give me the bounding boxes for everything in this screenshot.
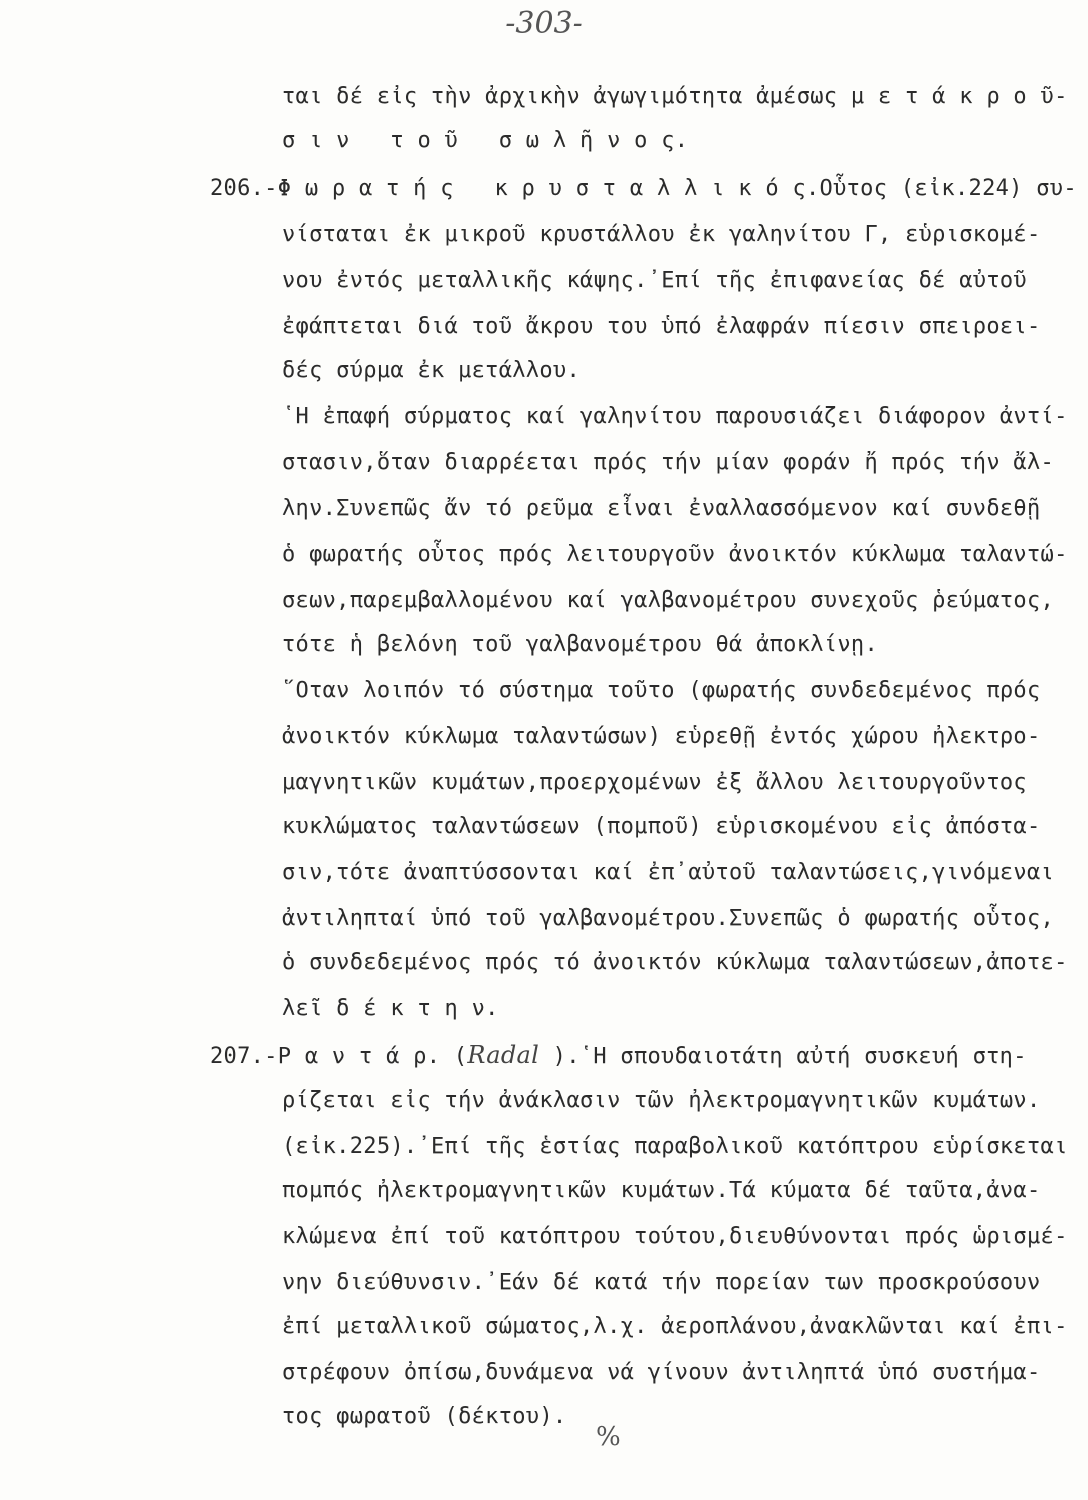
text-line: κυκλώματος ταλαντώσεων (πομποῦ) εὑρισκομένου εἰς ἀπόστα- xyxy=(282,814,1041,839)
text-line: τος φωρατοῦ (δέκτου). xyxy=(282,1404,567,1429)
text-line: ἐφάπτεται διά τοῦ ἄκρου του ὑπό ἐλαφράν πίεσιν σπειροει- xyxy=(282,314,1041,339)
text-line: στρέφουν ὀπίσω,δυνάμενα νά γίνουν ἀντιληπτά ὑπό συστήμα- xyxy=(282,1360,1041,1385)
text-line: δές σύρμα ἐκ μετάλλου. xyxy=(282,358,580,383)
section-207-heading xyxy=(210,1040,1027,1072)
text-line: ῾Η ἐπαφή σύρματος καί γαληνίτου παρουσιάζει διάφορον ἀντί- xyxy=(282,404,1068,429)
text-line: σιν,τότε ἀναπτύσσονται καί ἐπ᾽αὐτοῦ ταλαντώσεις,γινόμεναι xyxy=(282,860,1055,885)
text-line: νίσταται ἐκ μικροῦ κρυστάλλου ἐκ γαληνίτου Γ, εὑρισκομέ- xyxy=(282,222,1041,247)
text-line: ται δέ εἰς τὴν ἀρχικὴν ἀγωγιμότητα ἀμέσως μ ε τ ά κ ρ ο ῦ- xyxy=(282,84,1068,109)
text-line: ὁ συνδεδεμένος πρός τό ἀνοικτόν κύκλωμα ταλαντώσεων,ἀποτε- xyxy=(282,950,1068,975)
text-line: ἀνοικτόν κύκλωμα ταλαντώσων) εὑρεθῇ ἐντός χώρου ἠλεκτρο- xyxy=(282,724,1041,749)
text-line: κλώμενα ἐπί τοῦ κατόπτρου τούτου,διευθύνονται πρός ὡρισμέ- xyxy=(282,1224,1068,1249)
bottom-mark: % xyxy=(596,1422,621,1452)
text-line: ῞Οταν λοιπόν τό σύστημα τοῦτο (φωρατής συνδεδεμένος πρός xyxy=(282,678,1041,703)
text-line: σ ι ν τ ο ῦ σ ω λ ῆ ν ο ς. xyxy=(282,128,689,153)
text-line: ὁ φωρατής οὗτος πρός λειτουργοῦν ἀνοικτόν κύκλωμα ταλαντώ- xyxy=(282,542,1068,567)
text-segment: ).῾Η σπουδαιοτάτη αὐτή συσκευή στη- xyxy=(539,1044,1027,1069)
text-line: σεων,παρεμβαλλομένου καί γαλβανομέτρου συνεχοῦς ῥεύματος, xyxy=(282,588,1055,613)
text-line: νην διεύθυνσιν.᾽Εάν δέ κατά τήν πορείαν των προσκρούσουν xyxy=(282,1270,1041,1295)
text-line: ρίζεται εἰς τήν ἀνάκλασιν τῶν ἠλεκτρομαγνητικῶν κυμάτων. xyxy=(282,1088,1041,1113)
text-line: λην.Συνεπῶς ἄν τό ρεῦμα εἶναι ἐναλλασσόμενον καί συνδεθῇ xyxy=(282,496,1041,521)
text-line: μαγνητικῶν κυμάτων,προερχομένων ἐξ ἄλλου λειτουργοῦντος xyxy=(282,770,1027,795)
text-line: τότε ἡ βελόνη τοῦ γαλβανομέτρου θά ἀποκλίνῃ. xyxy=(282,632,878,657)
text-line: νου ἐντός μεταλλικῆς κάψης.᾽Επί τῆς ἐπιφανείας δέ αὐτοῦ xyxy=(282,268,1027,293)
page-number: -303- xyxy=(505,6,583,41)
text-line: λεῖ δ έ κ τ η ν. xyxy=(282,996,499,1021)
text-line: ἐπί μεταλλικοῦ σώματος,λ.χ. ἀεροπλάνου,ἀνακλῶνται καί ἐπι- xyxy=(282,1314,1068,1339)
text-line: στασιν,ὅταν διαρρέεται πρός τήν μίαν φοράν ἤ πρός τήν ἄλ- xyxy=(282,450,1055,475)
text-line: ἀντιληπταί ὑπό τοῦ γαλβανομέτρου.Συνεπῶς ὁ φωρατής οὗτος, xyxy=(282,906,1055,931)
text-line: 206.-Φ ω ρ α τ ή ς κ ρ υ σ τ α λ λ ι κ ό ς.Οὗτος (εἰκ.224) συ- xyxy=(210,176,1077,201)
text-line: (εἰκ.225).᾽Επί τῆς ἑστίας παραβολικοῦ κατόπτρου εὑρίσκεται xyxy=(282,1134,1068,1159)
text-line: πομπός ἠλεκτρομαγνητικῶν κυμάτων.Τά κύματα δέ ταῦτα,ἀνα- xyxy=(282,1178,1041,1203)
handwritten-annotation: Radal xyxy=(467,1041,540,1069)
text-segment: 207.-Ρ α ν τ ά ρ. ( xyxy=(210,1044,468,1069)
